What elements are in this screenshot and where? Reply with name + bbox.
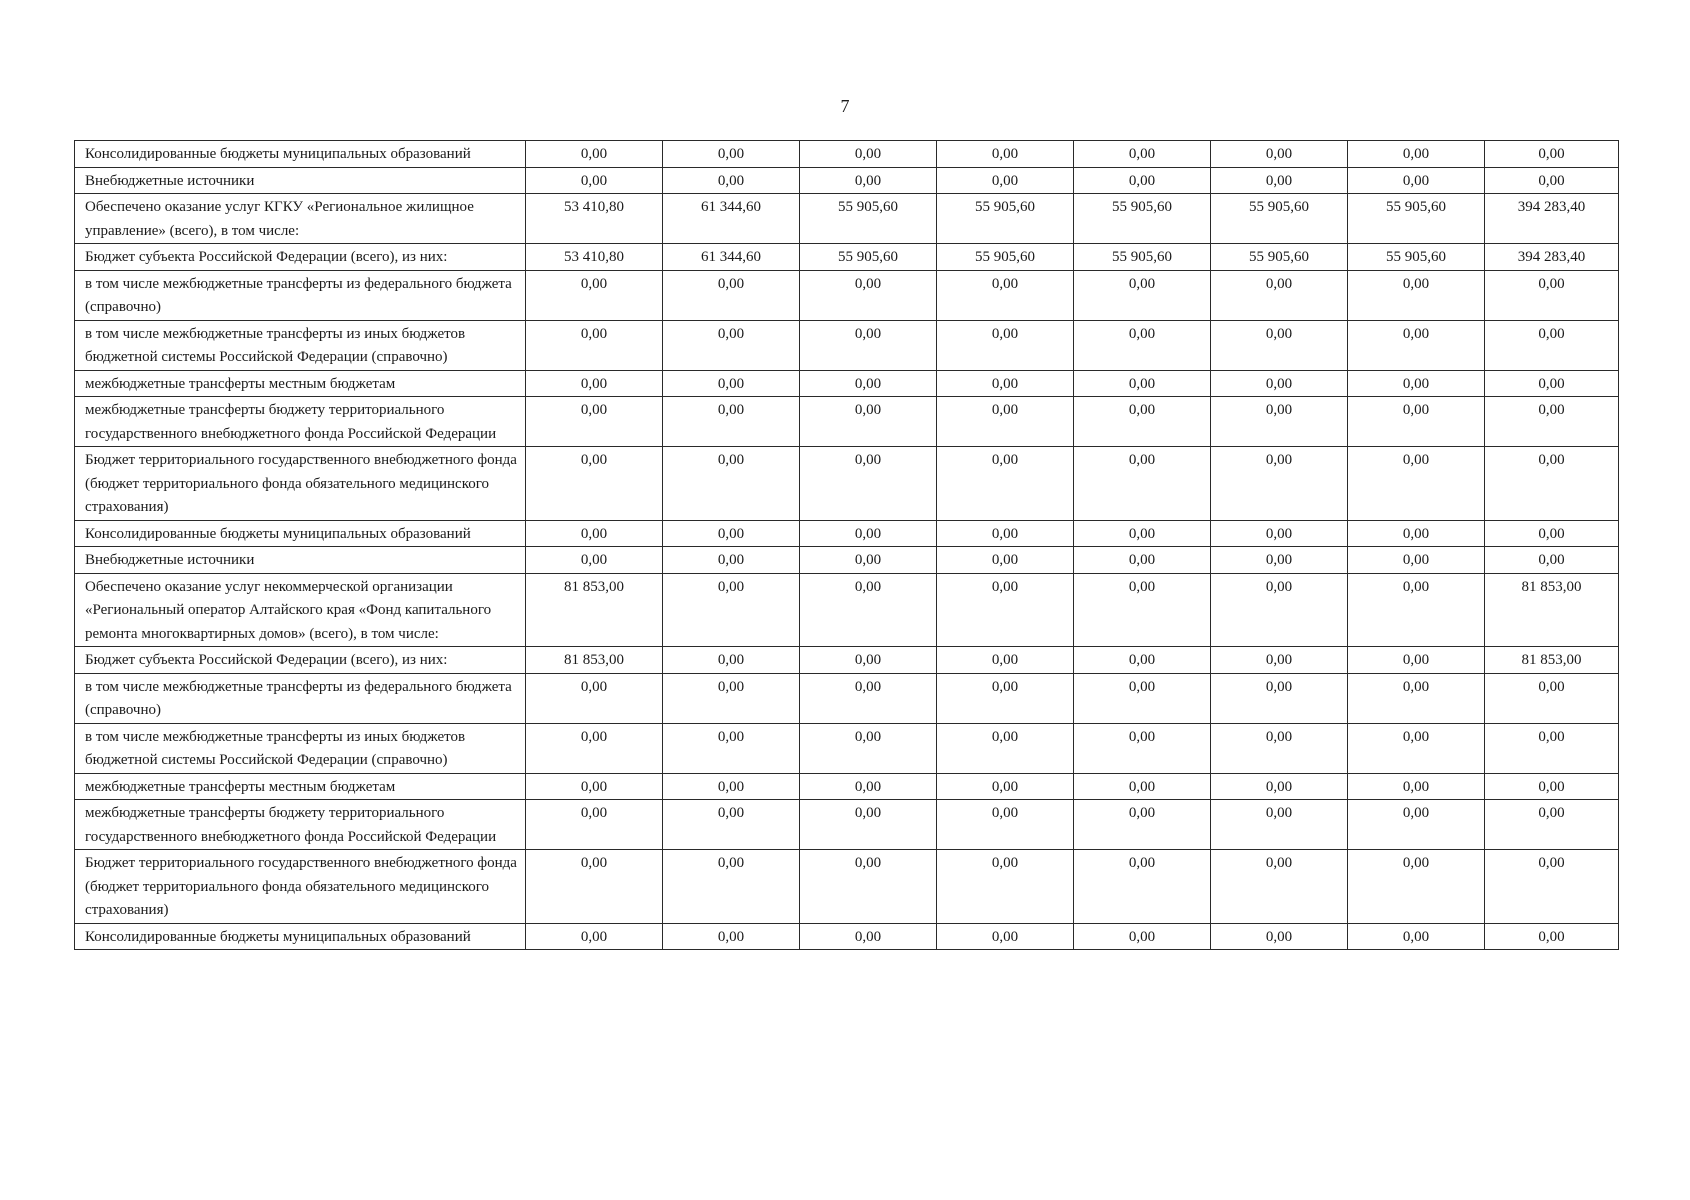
row-value: 0,00 <box>1348 320 1485 370</box>
page-number: 7 <box>840 96 850 116</box>
row-value: 0,00 <box>1348 923 1485 950</box>
row-value: 394 283,40 <box>1485 244 1619 271</box>
table-row <box>75 850 1619 924</box>
row-label: Бюджет территориального государственного внебюджетного фонда (бюджет территориального фонда обязательного медицинского страхования) <box>75 850 526 924</box>
row-value: 0,00 <box>663 800 800 850</box>
row-value: 0,00 <box>1348 397 1485 447</box>
row-value: 55 905,60 <box>1348 244 1485 271</box>
row-value: 0,00 <box>1211 270 1348 320</box>
row-value: 0,00 <box>937 520 1074 547</box>
row-value: 55 905,60 <box>1074 244 1211 271</box>
table-row <box>75 647 1619 674</box>
row-value: 0,00 <box>1211 723 1348 773</box>
row-value: 0,00 <box>1485 270 1619 320</box>
row-value: 55 905,60 <box>1211 194 1348 244</box>
row-value: 0,00 <box>800 923 937 950</box>
row-value: 0,00 <box>800 370 937 397</box>
row-value: 0,00 <box>937 773 1074 800</box>
row-value: 0,00 <box>663 270 800 320</box>
row-label: межбюджетные трансферты местным бюджетам <box>75 370 526 397</box>
row-value: 0,00 <box>1348 520 1485 547</box>
row-value: 0,00 <box>1348 573 1485 647</box>
row-value: 0,00 <box>663 573 800 647</box>
row-label: Консолидированные бюджеты муниципальных образований <box>75 520 526 547</box>
row-value: 0,00 <box>663 673 800 723</box>
row-value: 0,00 <box>526 167 663 194</box>
row-label: Консолидированные бюджеты муниципальных образований <box>75 923 526 950</box>
row-value: 0,00 <box>1348 547 1485 574</box>
table-row <box>75 800 1619 850</box>
row-value: 55 905,60 <box>1074 194 1211 244</box>
row-value: 0,00 <box>1074 773 1211 800</box>
table-row <box>75 547 1619 574</box>
row-value: 81 853,00 <box>1485 573 1619 647</box>
row-value: 0,00 <box>937 573 1074 647</box>
table-row <box>75 397 1619 447</box>
row-value: 0,00 <box>1348 167 1485 194</box>
table-body <box>75 141 1619 950</box>
row-value: 0,00 <box>800 723 937 773</box>
row-value: 0,00 <box>663 141 800 168</box>
row-value: 0,00 <box>1348 647 1485 674</box>
row-value: 0,00 <box>526 547 663 574</box>
row-value: 0,00 <box>1211 647 1348 674</box>
row-value: 0,00 <box>1485 520 1619 547</box>
row-value: 53 410,80 <box>526 244 663 271</box>
row-value: 0,00 <box>1074 141 1211 168</box>
row-value: 55 905,60 <box>1211 244 1348 271</box>
row-value: 0,00 <box>663 320 800 370</box>
row-value: 0,00 <box>937 270 1074 320</box>
row-value: 0,00 <box>800 647 937 674</box>
row-value: 0,00 <box>800 520 937 547</box>
row-value: 0,00 <box>800 397 937 447</box>
row-value: 0,00 <box>1074 647 1211 674</box>
row-value: 0,00 <box>526 673 663 723</box>
table-row <box>75 673 1619 723</box>
row-value: 0,00 <box>1348 723 1485 773</box>
row-value: 0,00 <box>1074 520 1211 547</box>
row-value: 0,00 <box>1485 547 1619 574</box>
row-value: 0,00 <box>1074 270 1211 320</box>
row-value: 0,00 <box>1074 167 1211 194</box>
table-row <box>75 167 1619 194</box>
row-value: 0,00 <box>663 167 800 194</box>
row-value: 0,00 <box>663 723 800 773</box>
row-value: 0,00 <box>526 923 663 950</box>
row-value: 0,00 <box>1211 573 1348 647</box>
row-value: 81 853,00 <box>1485 647 1619 674</box>
row-value: 0,00 <box>937 647 1074 674</box>
row-value: 0,00 <box>1074 320 1211 370</box>
row-label: Бюджет субъекта Российской Федерации (всего), из них: <box>75 244 526 271</box>
row-value: 0,00 <box>1485 447 1619 521</box>
row-value: 0,00 <box>1348 850 1485 924</box>
row-value: 0,00 <box>937 447 1074 521</box>
row-value: 0,00 <box>1074 800 1211 850</box>
row-value: 0,00 <box>663 547 800 574</box>
row-value: 0,00 <box>1485 320 1619 370</box>
row-value: 0,00 <box>526 270 663 320</box>
row-value: 0,00 <box>937 673 1074 723</box>
row-value: 0,00 <box>1485 723 1619 773</box>
row-label: в том числе межбюджетные трансферты из иных бюджетов бюджетной системы Российской Федерации (справочно) <box>75 320 526 370</box>
row-value: 0,00 <box>1211 370 1348 397</box>
row-value: 55 905,60 <box>1348 194 1485 244</box>
row-value: 0,00 <box>663 397 800 447</box>
table-row <box>75 773 1619 800</box>
row-value: 0,00 <box>663 447 800 521</box>
row-label: Обеспечено оказание услуг некоммерческой организации «Региональный оператор Алтайского края «Фонд капитального ремонта многоквартирных домов» (всего), в том числе: <box>75 573 526 647</box>
row-value: 0,00 <box>526 723 663 773</box>
row-value: 0,00 <box>1074 673 1211 723</box>
row-value: 0,00 <box>800 547 937 574</box>
budget-table <box>74 140 1619 950</box>
row-value: 0,00 <box>663 773 800 800</box>
row-value: 0,00 <box>1074 573 1211 647</box>
row-value: 0,00 <box>663 850 800 924</box>
row-value: 0,00 <box>800 141 937 168</box>
row-value: 0,00 <box>1211 141 1348 168</box>
row-value: 0,00 <box>937 141 1074 168</box>
row-value: 0,00 <box>1211 673 1348 723</box>
row-value: 0,00 <box>526 800 663 850</box>
table-row <box>75 447 1619 521</box>
row-value: 0,00 <box>1485 370 1619 397</box>
row-value: 0,00 <box>800 573 937 647</box>
row-value: 0,00 <box>1211 547 1348 574</box>
row-value: 0,00 <box>1485 167 1619 194</box>
row-label: Внебюджетные источники <box>75 167 526 194</box>
row-value: 0,00 <box>1211 923 1348 950</box>
row-value: 0,00 <box>526 850 663 924</box>
table-row <box>75 520 1619 547</box>
row-value: 0,00 <box>663 647 800 674</box>
row-value: 0,00 <box>1348 800 1485 850</box>
row-value: 0,00 <box>1485 141 1619 168</box>
row-value: 53 410,80 <box>526 194 663 244</box>
row-value: 0,00 <box>526 141 663 168</box>
row-label: межбюджетные трансферты бюджету территориального государственного внебюджетного фонда Российской Федерации <box>75 397 526 447</box>
row-value: 0,00 <box>1348 447 1485 521</box>
row-value: 0,00 <box>800 167 937 194</box>
row-value: 394 283,40 <box>1485 194 1619 244</box>
row-value: 0,00 <box>1348 141 1485 168</box>
row-value: 0,00 <box>1211 850 1348 924</box>
row-value: 0,00 <box>1211 800 1348 850</box>
row-label: в том числе межбюджетные трансферты из федерального бюджета (справочно) <box>75 673 526 723</box>
row-value: 0,00 <box>800 773 937 800</box>
row-value: 0,00 <box>1348 673 1485 723</box>
row-value: 0,00 <box>1485 673 1619 723</box>
row-value: 0,00 <box>937 397 1074 447</box>
row-value: 0,00 <box>800 800 937 850</box>
table-row <box>75 244 1619 271</box>
row-value: 81 853,00 <box>526 573 663 647</box>
row-label: межбюджетные трансферты бюджету территориального государственного внебюджетного фонда Российской Федерации <box>75 800 526 850</box>
row-value: 55 905,60 <box>800 194 937 244</box>
row-value: 0,00 <box>1485 773 1619 800</box>
row-value: 0,00 <box>1485 923 1619 950</box>
row-value: 0,00 <box>1348 270 1485 320</box>
row-value: 0,00 <box>526 320 663 370</box>
row-value: 0,00 <box>1211 320 1348 370</box>
row-value: 0,00 <box>1074 397 1211 447</box>
table-row <box>75 270 1619 320</box>
row-value: 0,00 <box>937 800 1074 850</box>
row-label: в том числе межбюджетные трансферты из федерального бюджета (справочно) <box>75 270 526 320</box>
row-value: 0,00 <box>1211 167 1348 194</box>
row-value: 0,00 <box>1074 370 1211 397</box>
table-row <box>75 923 1619 950</box>
row-value: 0,00 <box>526 773 663 800</box>
row-value: 0,00 <box>800 320 937 370</box>
row-value: 0,00 <box>937 850 1074 924</box>
row-value: 0,00 <box>937 370 1074 397</box>
row-value: 55 905,60 <box>937 244 1074 271</box>
table-row <box>75 320 1619 370</box>
row-value: 0,00 <box>1211 397 1348 447</box>
row-value: 0,00 <box>1211 773 1348 800</box>
row-value: 0,00 <box>937 320 1074 370</box>
row-label: Внебюджетные источники <box>75 547 526 574</box>
row-value: 55 905,60 <box>937 194 1074 244</box>
row-value: 0,00 <box>526 447 663 521</box>
row-value: 0,00 <box>1074 923 1211 950</box>
row-value: 0,00 <box>937 167 1074 194</box>
row-value: 0,00 <box>1485 850 1619 924</box>
row-value: 0,00 <box>937 547 1074 574</box>
row-label: Обеспечено оказание услуг КГКУ «Региональное жилищное управление» (всего), в том числе: <box>75 194 526 244</box>
row-value: 0,00 <box>937 723 1074 773</box>
row-value: 0,00 <box>1211 447 1348 521</box>
row-label: межбюджетные трансферты местным бюджетам <box>75 773 526 800</box>
row-value: 81 853,00 <box>526 647 663 674</box>
row-value: 0,00 <box>800 673 937 723</box>
row-value: 55 905,60 <box>800 244 937 271</box>
row-value: 0,00 <box>1348 370 1485 397</box>
row-value: 0,00 <box>800 447 937 521</box>
row-value: 0,00 <box>1211 520 1348 547</box>
row-value: 0,00 <box>800 270 937 320</box>
row-label: Бюджет территориального государственного внебюджетного фонда (бюджет территориального фонда обязательного медицинского страхования) <box>75 447 526 521</box>
row-value: 0,00 <box>663 370 800 397</box>
row-value: 61 344,60 <box>663 244 800 271</box>
row-value: 0,00 <box>1074 723 1211 773</box>
table-row <box>75 194 1619 244</box>
row-value: 0,00 <box>526 397 663 447</box>
table-row <box>75 141 1619 168</box>
row-label: в том числе межбюджетные трансферты из иных бюджетов бюджетной системы Российской Федерации (справочно) <box>75 723 526 773</box>
row-value: 0,00 <box>1485 397 1619 447</box>
row-value: 0,00 <box>663 923 800 950</box>
row-value: 0,00 <box>1074 547 1211 574</box>
row-value: 0,00 <box>1074 447 1211 521</box>
row-value: 0,00 <box>1485 800 1619 850</box>
table-row <box>75 573 1619 647</box>
row-value: 0,00 <box>1348 773 1485 800</box>
row-value: 0,00 <box>663 520 800 547</box>
row-value: 0,00 <box>937 923 1074 950</box>
table-row <box>75 723 1619 773</box>
row-label: Бюджет субъекта Российской Федерации (всего), из них: <box>75 647 526 674</box>
row-value: 0,00 <box>526 370 663 397</box>
row-label: Консолидированные бюджеты муниципальных образований <box>75 141 526 168</box>
row-value: 0,00 <box>526 520 663 547</box>
row-value: 0,00 <box>1074 850 1211 924</box>
table-row <box>75 370 1619 397</box>
row-value: 61 344,60 <box>663 194 800 244</box>
row-value: 0,00 <box>800 850 937 924</box>
